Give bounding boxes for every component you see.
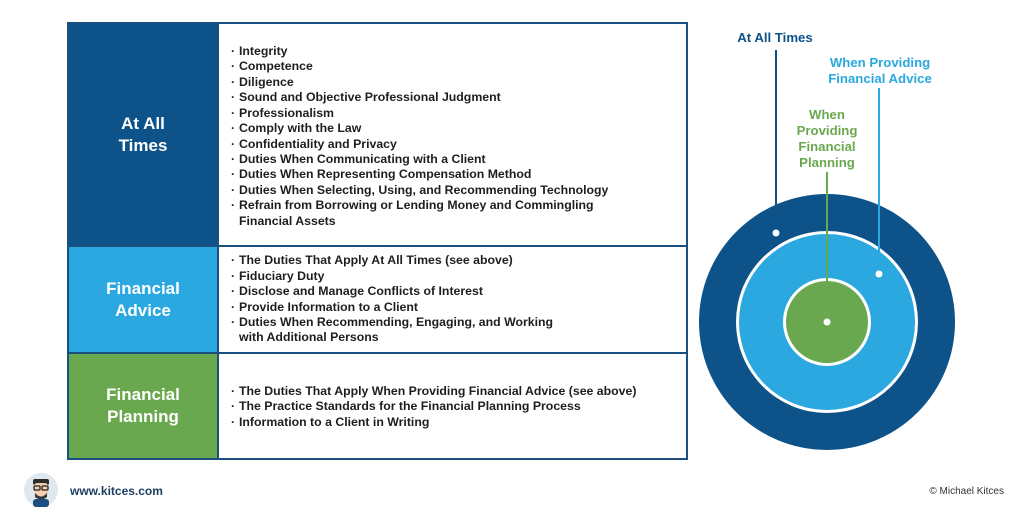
items-at-all-times bbox=[217, 24, 686, 245]
list-item bbox=[231, 44, 686, 59]
list-item bbox=[231, 300, 686, 315]
list-item-text: Duties When Communicating with a Client bbox=[239, 151, 486, 166]
list-item-text: Sound and Objective Professional Judgment bbox=[239, 90, 501, 105]
website-link[interactable]: www.kitces.com bbox=[70, 484, 163, 498]
list-item bbox=[231, 399, 686, 414]
list-item-text: Duties When Representing Compensation Method bbox=[239, 167, 532, 182]
list-item-text: The Duties That Apply At All Times (see above) bbox=[239, 253, 513, 268]
list-item-text: Duties When Recommending, Engaging, and Working with Additional Persons bbox=[239, 314, 554, 345]
list-item bbox=[231, 59, 686, 74]
outer-pointer-dot bbox=[772, 229, 781, 238]
row-label-at-all-times: At All Times bbox=[69, 24, 217, 245]
list-item bbox=[231, 106, 686, 121]
standards-table bbox=[67, 22, 688, 460]
row-label-financial-planning: Financial Planning bbox=[69, 354, 217, 458]
list-item bbox=[231, 167, 686, 182]
list-item-text: Professionalism bbox=[239, 105, 334, 120]
list-item bbox=[231, 284, 686, 299]
row-at-all-times bbox=[69, 24, 686, 247]
items-financial-planning bbox=[217, 354, 686, 458]
list-item-text: Comply with the Law bbox=[239, 121, 362, 136]
items-financial-advice bbox=[217, 247, 686, 352]
list-item-text: Disclose and Manage Conflicts of Interest bbox=[239, 284, 483, 299]
list-item bbox=[231, 315, 686, 346]
label-middle-circle: When Providing Financial Advice bbox=[828, 55, 932, 86]
list-item bbox=[231, 137, 686, 152]
list-item bbox=[231, 183, 686, 198]
list-item-text: Refrain from Borrowing or Lending Money and Commingling Financial Assets bbox=[239, 198, 594, 228]
list-item-text: Confidentiality and Privacy bbox=[239, 136, 397, 151]
copyright-text: © Michael Kitces bbox=[929, 486, 1004, 497]
list-item bbox=[231, 75, 686, 90]
cartoon-avatar-icon bbox=[24, 473, 58, 507]
concentric-circles-diagram bbox=[690, 20, 980, 470]
list-item bbox=[231, 121, 686, 136]
list-item-text: Integrity bbox=[239, 44, 288, 59]
row-financial-advice bbox=[69, 247, 686, 354]
list-item bbox=[231, 90, 686, 105]
list-item-text: The Practice Standards for the Financial Planning Process bbox=[239, 399, 581, 414]
list-item-text: Fiduciary Duty bbox=[239, 268, 325, 283]
list-item-text: The Duties That Apply When Providing Financial Advice (see above) bbox=[239, 383, 637, 398]
label-outer-circle: At All Times bbox=[737, 30, 813, 45]
list-item bbox=[231, 269, 686, 284]
list-item bbox=[231, 198, 686, 229]
list-item bbox=[231, 415, 686, 430]
row-financial-planning bbox=[69, 354, 686, 458]
list-item-text: Provide Information to a Client bbox=[239, 299, 419, 314]
list-item bbox=[231, 253, 686, 268]
list-item-text: Duties When Selecting, Using, and Recommending Technology bbox=[239, 182, 609, 197]
list-item-text: Competence bbox=[239, 59, 313, 74]
list-item-text: Information to a Client in Writing bbox=[239, 414, 430, 429]
list-item bbox=[231, 384, 686, 399]
list-item-text: Diligence bbox=[239, 74, 294, 89]
middle-pointer-dot bbox=[875, 270, 884, 279]
inner-pointer-dot bbox=[823, 318, 832, 327]
label-inner-circle: When Providing Financial Planning bbox=[796, 107, 858, 170]
row-label-financial-advice: Financial Advice bbox=[69, 247, 217, 352]
list-item bbox=[231, 152, 686, 167]
